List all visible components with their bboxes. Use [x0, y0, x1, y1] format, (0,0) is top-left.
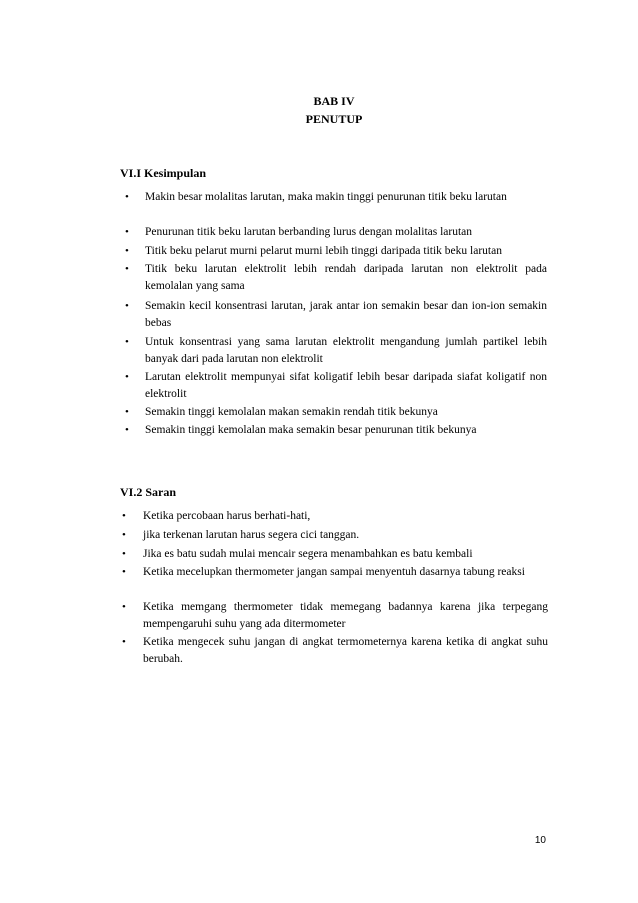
list-item: • Titik beku pelarut murni pelarut murni lebih tinggi daripada titik beku larutan — [145, 243, 547, 260]
bullet-icon: • — [122, 601, 126, 613]
list-item: • Semakin kecil konsentrasi larutan, jarak antar ion semakin besar dan ion-ion semakin bebas — [125, 300, 547, 329]
bullet-icon: • — [122, 636, 126, 648]
chapter-number: BAB IV — [313, 94, 355, 108]
list-item: • Jika es batu sudah mulai mencair segera menambahkan es batu kembali — [143, 546, 548, 563]
conclusion-heading: VI.I Kesimpulan — [120, 166, 207, 180]
list-item: • Ketika percobaan harus berhati-hati, — [143, 508, 548, 525]
list-item: • Untuk konsentrasi yang sama larutan elektrolit mengandung jumlah partikel lebih banyak dari pada larutan non elektrolit — [125, 336, 547, 365]
bullet-icon: • — [125, 371, 129, 383]
list-item: • Ketika mecelupkan thermometer jangan sampai menyentuh dasarnya tabung reaksi — [143, 564, 548, 581]
list-item: • jika terkenan larutan harus segera cici tanggan. — [143, 527, 548, 544]
list-item: • Larutan elektrolit mempunyai sifat koligatif lebih besar daripada siafat koligatif non elektrolit — [125, 371, 547, 400]
list-item: • Titik beku larutan elektrolit lebih rendah daripada larutan non elektrolit pada kemolalan yang sama — [125, 263, 547, 292]
chapter-title: PENUTUP — [305, 112, 363, 126]
list-item: • Semakin tinggi kemolalan makan semakin rendah titik bekunya — [145, 404, 547, 421]
bullet-icon: • — [125, 336, 129, 348]
bullet-icon: • — [122, 529, 126, 541]
list-item: • Semakin tinggi kemolalan maka semakin besar penurunan titik bekunya — [145, 422, 547, 439]
bullet-icon: • — [122, 566, 126, 578]
bullet-icon: • — [125, 300, 129, 312]
bullet-icon: • — [125, 191, 129, 203]
bullet-icon: • — [125, 424, 129, 436]
bullet-icon: • — [125, 226, 129, 238]
bullet-icon: • — [125, 263, 129, 275]
suggestion-heading: VI.2 Saran — [120, 485, 177, 499]
bullet-icon: • — [122, 548, 126, 560]
list-item: • Penurunan titik beku larutan berbanding lurus dengan molalitas larutan — [145, 224, 547, 241]
bullet-icon: • — [122, 510, 126, 522]
bullet-icon: • — [125, 406, 129, 418]
list-item: • Makin besar molalitas larutan, maka makin tinggi penurunan titik beku larutan — [145, 189, 547, 206]
page-number: 10 — [534, 835, 546, 846]
list-item: • Ketika memgang thermometer tidak memegang badannya karena jika terpegang mempengaruhi suhu yang ada ditermometer — [122, 601, 548, 630]
list-item: • Ketika mengecek suhu jangan di angkat termometernya karena ketika di angkat suhu berubah. — [122, 636, 548, 665]
bullet-icon: • — [125, 245, 129, 257]
